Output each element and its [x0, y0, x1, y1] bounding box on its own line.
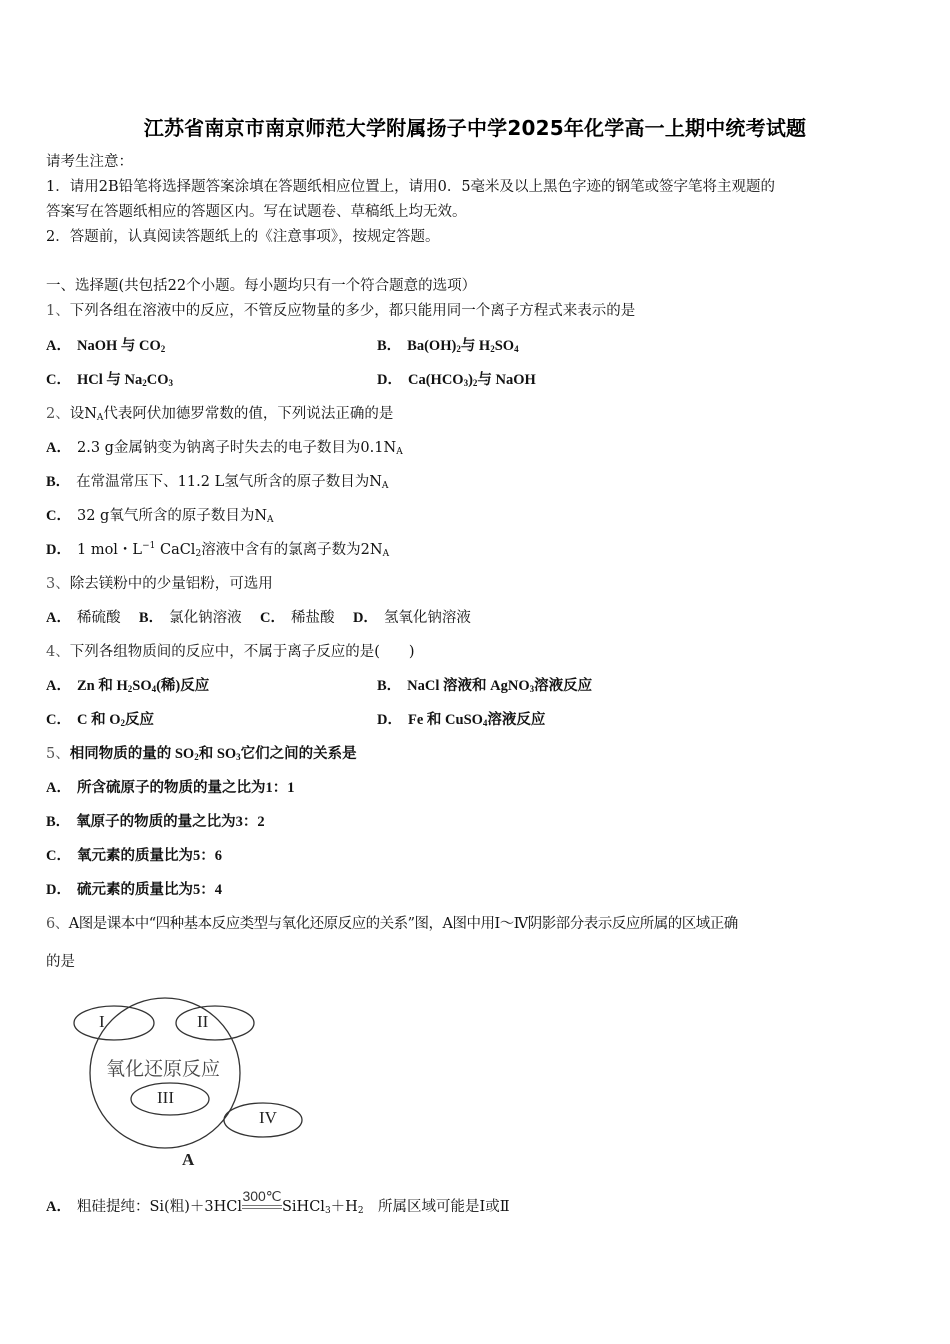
question-4-option-c[interactable]: C． C 和 $O_2$反应 — [46, 712, 154, 728]
question-2-option-b[interactable]: B． 在常温常压下、11.2 L氢气所含的原子数目为$N_A$ — [46, 474, 389, 491]
question-4-stem: 4、下列各组物质间的反应中，不属于离子反应的是( ) — [46, 644, 415, 660]
question-3-option-c[interactable]: C． 稀盐酸 — [260, 610, 335, 626]
diagram-region-ii: II — [197, 1012, 209, 1031]
diagram-region-i: I — [99, 1012, 105, 1031]
question-6-stem: 6、A图是课本中“四种基本反应类型与氧化还原反应的关系”图，A图中用Ⅰ～Ⅳ阴影部分表示反应所属的区域正确 — [46, 916, 738, 932]
question-4-option-a[interactable]: A． Zn 和 $H_2SO_4$(稀)反应 — [46, 678, 210, 694]
page-title: 江苏省南京市南京师范大学附属扬子中学2025年化学高一上期中统考试题 — [143, 116, 807, 140]
question-3-option-d[interactable]: D． 氢氧化钠溶液 — [352, 610, 471, 626]
reaction-condition: 300℃ — [242, 1194, 282, 1214]
question-4-option-d[interactable]: D． Fe 和 CuSO$_4$溶液反应 — [377, 712, 546, 728]
question-5-option-c[interactable]: C． 氧元素的质量比为5：6 — [46, 848, 222, 864]
question-5-option-a[interactable]: A． 所含硫原子的物质的量之比为1：1 — [46, 780, 295, 796]
question-5-stem: 5、相同物质的量的 $SO_2$和 $SO_3$它们之间的关系是 — [46, 746, 357, 762]
question-2-option-a[interactable]: A． 2.3 g金属钠变为钠离子时失去的电子数目为$0.1N_A$ — [46, 440, 403, 457]
question-1-option-c[interactable]: C． HCl 与 $Na_2CO_3$ — [46, 372, 173, 388]
question-1-option-a[interactable]: A． NaOH 与 $CO_2$ — [46, 338, 166, 354]
diagram-caption: A — [182, 1150, 195, 1169]
question-text: 下列各组在溶液中的反应，不管反应物量的多少，都只能用同一个离子方程式来表示的是 — [69, 303, 636, 319]
diagram-region-iv: IV — [259, 1108, 277, 1127]
notice-heading: 请考生注意： — [46, 154, 133, 170]
question-2-option-c[interactable]: C． 32 g氧气所含的原子数目为$N_A$ — [46, 508, 274, 525]
question-number: 1、 — [46, 303, 70, 319]
question-4-option-b[interactable]: B． NaCl 溶液和 AgNO$_3$溶液反应 — [377, 678, 593, 694]
question-2-stem: 2、设$N_A$代表阿伏加德罗常数的值，下列说法正确的是 — [46, 406, 394, 423]
question-2-option-d[interactable]: D． 1 mol・$L^{-1}$ CaCl$_2$溶液中含有的氯离子数为$2N_A$ — [46, 541, 390, 559]
notice-item-1-cont: 答案写在答题纸相应的答题区内。写在试题卷、草稿纸上均无效。 — [46, 204, 467, 220]
question-3-option-b[interactable]: B． 氯化钠溶液 — [138, 610, 242, 626]
notice-item-1: 1．请用2B铅笔将选择题答案涂填在答题纸相应位置上，请用0．5毫米及以上黑色字迹的钢笔或签字笔将主观题的 — [46, 179, 776, 195]
question-3-option-a[interactable]: A． 稀硫酸 — [46, 610, 121, 626]
question-5-option-d[interactable]: D． 硫元素的质量比为5：4 — [46, 882, 222, 898]
question-5-option-b[interactable]: B． 氧原子的物质的量之比为3：2 — [46, 814, 265, 830]
diagram-center-label: 氧化还原反应 — [106, 1058, 221, 1080]
question-3-stem: 3、除去镁粉中的少量铝粉，可选用 — [46, 576, 273, 592]
section-heading: 一、选择题(共包括22个小题。每小题均只有一个符合题意的选项） — [46, 278, 477, 294]
redox-relationship-diagram — [66, 990, 316, 1170]
question-1-option-d[interactable]: D． $Ca(HCO_3)_2$与 NaOH — [377, 372, 536, 388]
question-1-option-b[interactable]: B． $Ba(OH)_2$与 $H_2SO_4$ — [377, 338, 519, 354]
question-6-stem-cont: 的是 — [46, 954, 75, 970]
question-6-option-a[interactable]: A． 粗硅提纯：Si(粗)＋3HCl 300℃ $SiHCl_3+H_2$ 所属区域可能是Ⅰ或Ⅱ — [46, 1188, 510, 1216]
diagram-region-iii: III — [157, 1088, 174, 1107]
question-1-stem — [46, 301, 635, 321]
notice-item-2: 2．答题前，认真阅读答题纸上的《注意事项》，按规定答题。 — [46, 229, 440, 245]
question-3-options — [46, 608, 471, 628]
